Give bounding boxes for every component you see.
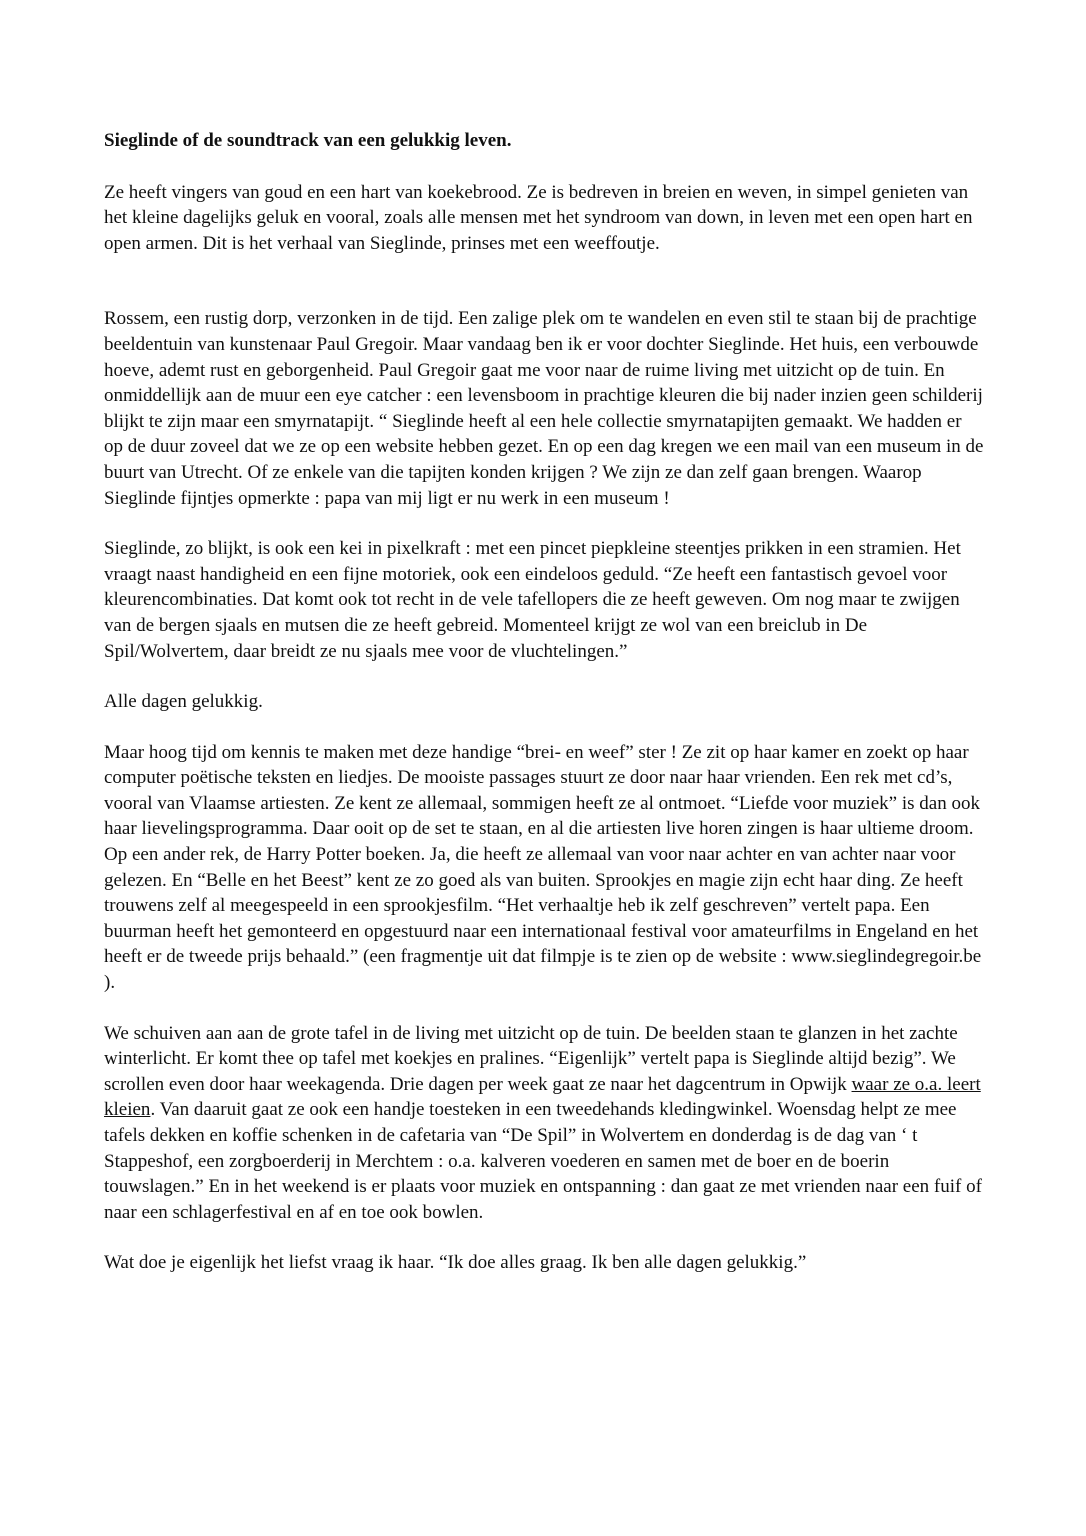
paragraph-weekagenda-part1: We schuiven aan aan de grote tafel in de living met uitzicht op de tuin. De beelden staan te glanzen in het zachte winterlicht. Er komt thee op tafel met koekjes en pralines. “Eigenlijk” vertelt papa is Sieglinde altijd bezig”. We scrollen even door haar weekagenda. Drie dagen per week gaat ze naar het dagcentrum in Opwijk: [104, 1022, 958, 1095]
paragraph-kamer: Maar hoog tijd om kennis te maken met deze handige “brei- en weef” ster ! Ze zit op haar kamer en zoekt op haar computer poëtische teksten en liedjes. De mooiste passages stuurt ze door naar haar vrienden. Een rek met cd’s, vooral van Vlaamse artiesten. Ze kent ze allemaal, sommigen heeft ze al ontmoet. “Liefde voor muziek” is dan ook haar lievelingsprogramma. Daar ooit op de set te staan, en al die artiesten live horen zingen is haar ultieme droom. Op een ander rek, de Harry Potter boeken. Ja, die heeft ze allemaal van voor naar achter en van achter naar voor gelezen. En “Belle en het Beest” kent ze zo goed als van buiten. Sprookjes en magie zijn echt haar ding. Ze heeft trouwens zelf al meegespeeld in een sprookjesfilm. “Het verhaaltje heb ik zelf geschreven” vertelt papa. Een buurman heeft het gemonteerd en opgestuurd naar een internationaal festival voor amateurfilms in Engeland en het heeft er de tweede prijs behaald.” (een fragmentje uit dat filmpje is te zien op de website : www.sieglindegregoir.be ).: [104, 741, 982, 994]
underlined-phrase: waar ze o.a. leert kleien: [104, 1073, 981, 1121]
paragraph-closing: Wat doe je eigenlijk het liefst vraag ik haar. “Ik doe alles graag. Ik ben alle dagen gelukkig.”: [104, 1252, 807, 1274]
paragraph-rossem: Rossem, een rustig dorp, verzonken in de tijd. Een zalige plek om te wandelen en even stil te staan bij de prachtige beeldentuin van kunstenaar Paul Gregoir. Maar vandaag ben ik er voor dochter Sieglinde. Het huis, een verbouwde hoeve, ademt rust en geborgenheid. Paul Gregoir gaat me voor naar de ruime living met uitzicht op de tuin. En onmiddellijk aan de muur een eye catcher : een levensboom in prachtige kleuren die bij nader inzien geen schilderij blijkt te zijn maar een smyrnatapijt. “ Sieglinde heeft al een hele collectie smyrnatapijten gemaakt. We hadden er op de duur zoveel dat we ze op een website hebben gezet. En op een dag kregen we een mail van een museum in de buurt van Utrecht. Of ze enkele van die tapijten konden krijgen ? We zijn ze dan zelf gaan brengen. Waarop Sieglinde fijntjes opmerkte : papa van mij ligt er nu werk in een museum !: [104, 308, 984, 509]
paragraph-pixelkraft: Sieglinde, zo blijkt, is ook een kei in pixelkraft : met een pincet piepkleine steentjes prikken in een stramien. Het vraagt naast handigheid en een fijne motoriek, ook een eindeloos geduld. “Ze heeft een fantastisch gevoel voor kleurencombinaties. Dat komt ook tot recht in de vele tafellopers die ze heeft geweven. Om nog maar te zwijgen van de bergen sjaals en mutsen die ze heeft gebreid. Momenteel krijgt ze wol van een breiclub in De Spil/Wolvertem, daar breidt ze nu sjaals mee voor de vluchtelingen.”: [104, 538, 961, 662]
paragraph-intro: Ze heeft vingers van goud en een hart van koekebrood. Ze is bedreven in breien en weven, in simpel genieten van het kleine dagelijks geluk en vooral, zoals alle mensen met het syndroom van down, in leven met een open hart en open armen. Dit is het verhaal van Sieglinde, prinses met een weeffoutje.: [104, 181, 973, 254]
paragraph-weekagenda: [104, 1021, 984, 1226]
section-heading: Alle dagen gelukkig.: [104, 691, 263, 713]
document-page: [104, 128, 984, 1301]
paragraph-weekagenda-part2: . Van daaruit gaat ze ook een handje toesteken in een tweedehands kledingwinkel. Woensdag helpt ze mee tafels dekken en koffie schenken in de cafetaria van “De Spil” in Wolvertem en donderdag is de dag van ‘ t Stappeshof, een zorgboerderij in Merchtem : o.a. kalveren voederen en samen met de boer en de boerin touwslagen.” En in het weekend is er plaats voor muziek en ontspanning : dan gaat ze met vrienden naar een fuif of naar een schlagerfestival en af en toe ook bowlen.: [104, 1099, 982, 1223]
document-title: Sieglinde of de soundtrack van een gelukkig leven.: [104, 130, 512, 151]
